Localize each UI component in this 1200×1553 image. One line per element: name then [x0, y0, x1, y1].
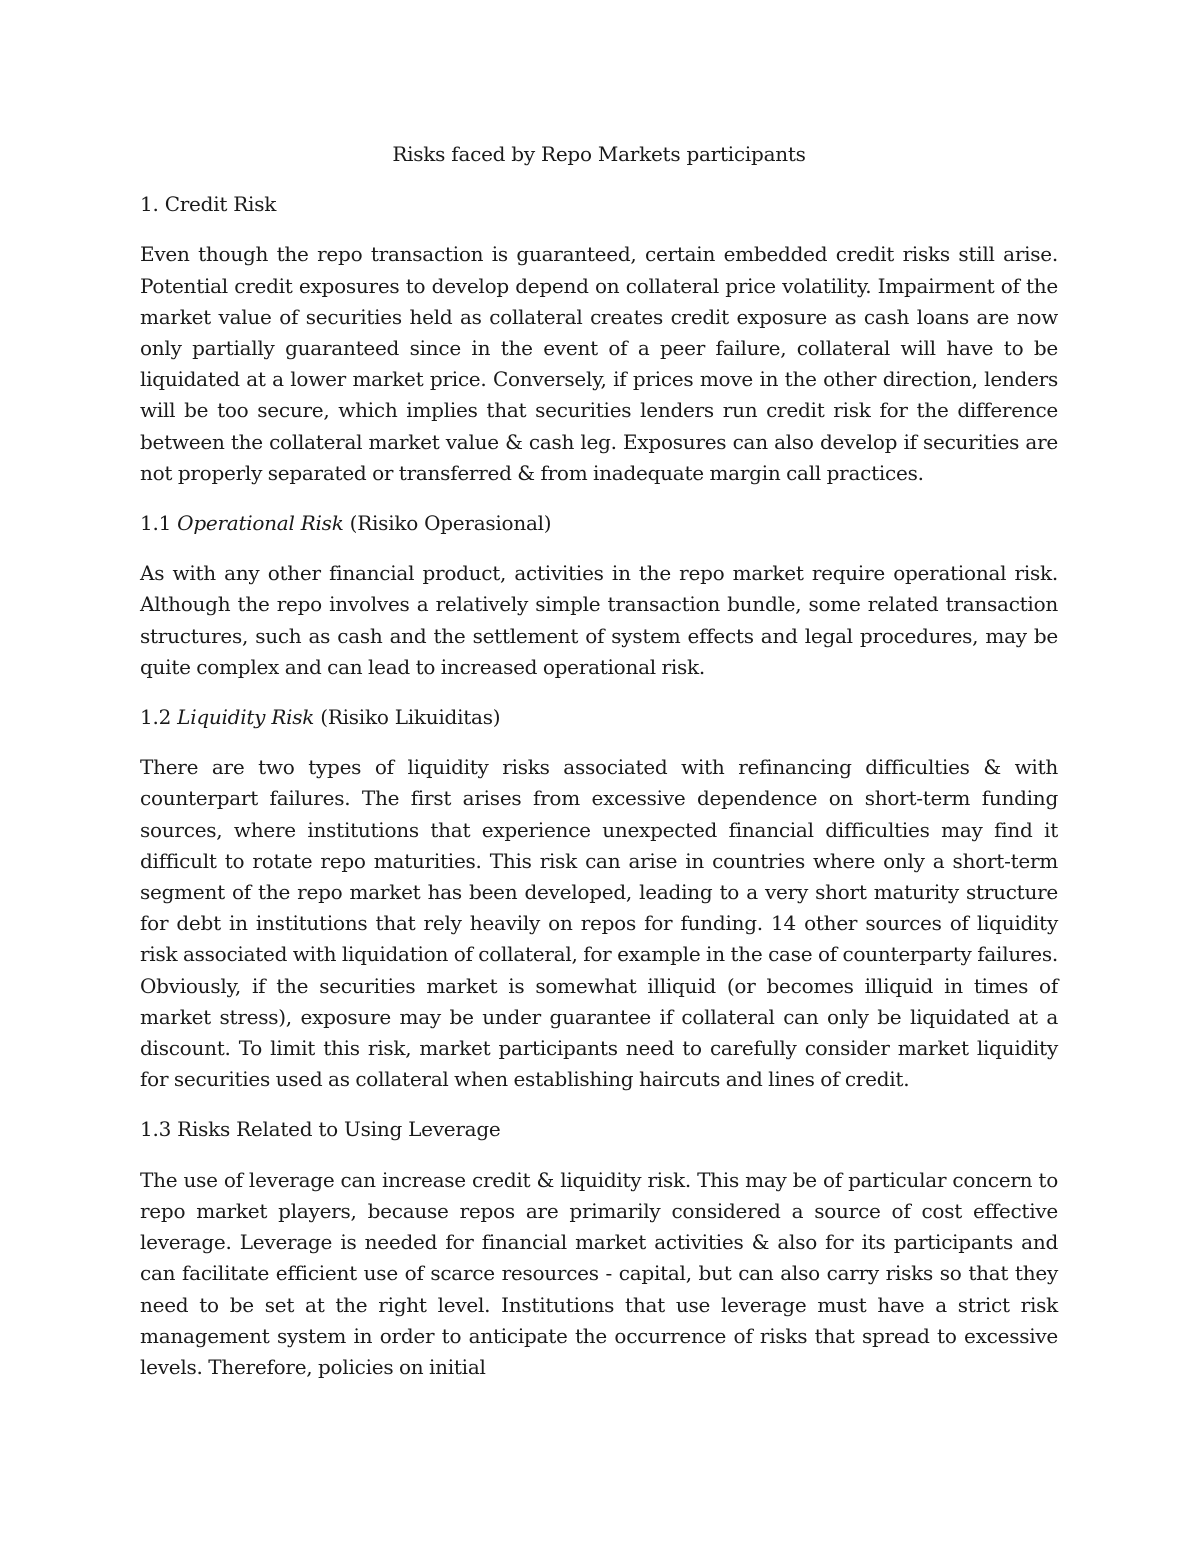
section-heading-credit-risk: 1. Credit Risk [140, 192, 277, 217]
section-heading-operational-risk [140, 508, 1058, 539]
heading-italic-term: Operational Risk [177, 511, 344, 536]
section-body-liquidity-risk: There are two types of liquidity risks associated with refinancing difficulties & with counterpart failures. The first arises from excessive dependence on short-term funding sources, where institutions that experience unexpected financial difficulties may find it difficult to rotate repo maturities. This risk can arise in countries where only a short-term segment of the repo market has been developed, leading to a very short maturity structure for debt in institutions that rely heavily on repos for funding. 14 other sources of liquidity risk associated with liquidation of collateral, for example in the case of counterparty failures. Obviously, if the securities market is somewhat illiquid (or becomes illiquid in times of market stress), exposure may be under guarantee if collateral can only be liquidated at a discount. To limit this risk, market participants need to carefully consider market liquidity for securities used as collateral when establishing haircuts and lines of credit. [140, 755, 1058, 1092]
section-heading-liquidity-risk [140, 702, 1058, 733]
section-body-leverage-risk: The use of leverage can increase credit & liquidity risk. This may be of particular concern to repo market players, because repos are primarily considered a source of cost effective leverage. Leverage is needed for financial market activities & also for its participants and can facilitate efficient use of scarce resources - capital, but can also carry risks so that they need to be set at the right level. Institutions that use leverage must have a strict risk management system in order to anticipate the occurrence of risks that spread to excessive levels. Therefore, policies on initial [140, 1167, 1058, 1379]
document-page [140, 139, 1058, 1402]
heading-number: 1.2 [140, 705, 172, 730]
section-body-credit-risk: Even though the repo transaction is guaranteed, certain embedded credit risks still arise. Potential credit exposures to develop depend on collateral price volatility. Impairment of the market value of securities held as collateral creates credit exposure as cash loans are now only partially guaranteed since in the event of a peer failure, collateral will have to be liquidated at a lower market price. Conversely, if prices move in the other direction, lenders will be too secure, which implies that securities lenders run credit risk for the difference between the collateral market value & cash leg. Exposures can also develop if securities are not properly separated or transferred & from inadequate margin call practices. [140, 242, 1058, 485]
heading-italic-term: Liquidity Risk [177, 705, 315, 730]
heading-number: 1.1 [140, 511, 172, 536]
heading-suffix: (Risiko Likuiditas) [320, 705, 501, 730]
heading-suffix: (Risiko Operasional) [349, 511, 552, 536]
section-heading-leverage-risk: 1.3 Risks Related to Using Leverage [140, 1117, 501, 1142]
document-title: Risks faced by Repo Markets participants [392, 142, 806, 166]
section-body-operational-risk: As with any other financial product, activities in the repo market require operational risk. Although the repo involves a relatively simple transaction bundle, some related transaction structures, such as cash and the settlement of system effects and legal procedures, may be quite complex and can lead to increased operational risk. [140, 561, 1058, 679]
